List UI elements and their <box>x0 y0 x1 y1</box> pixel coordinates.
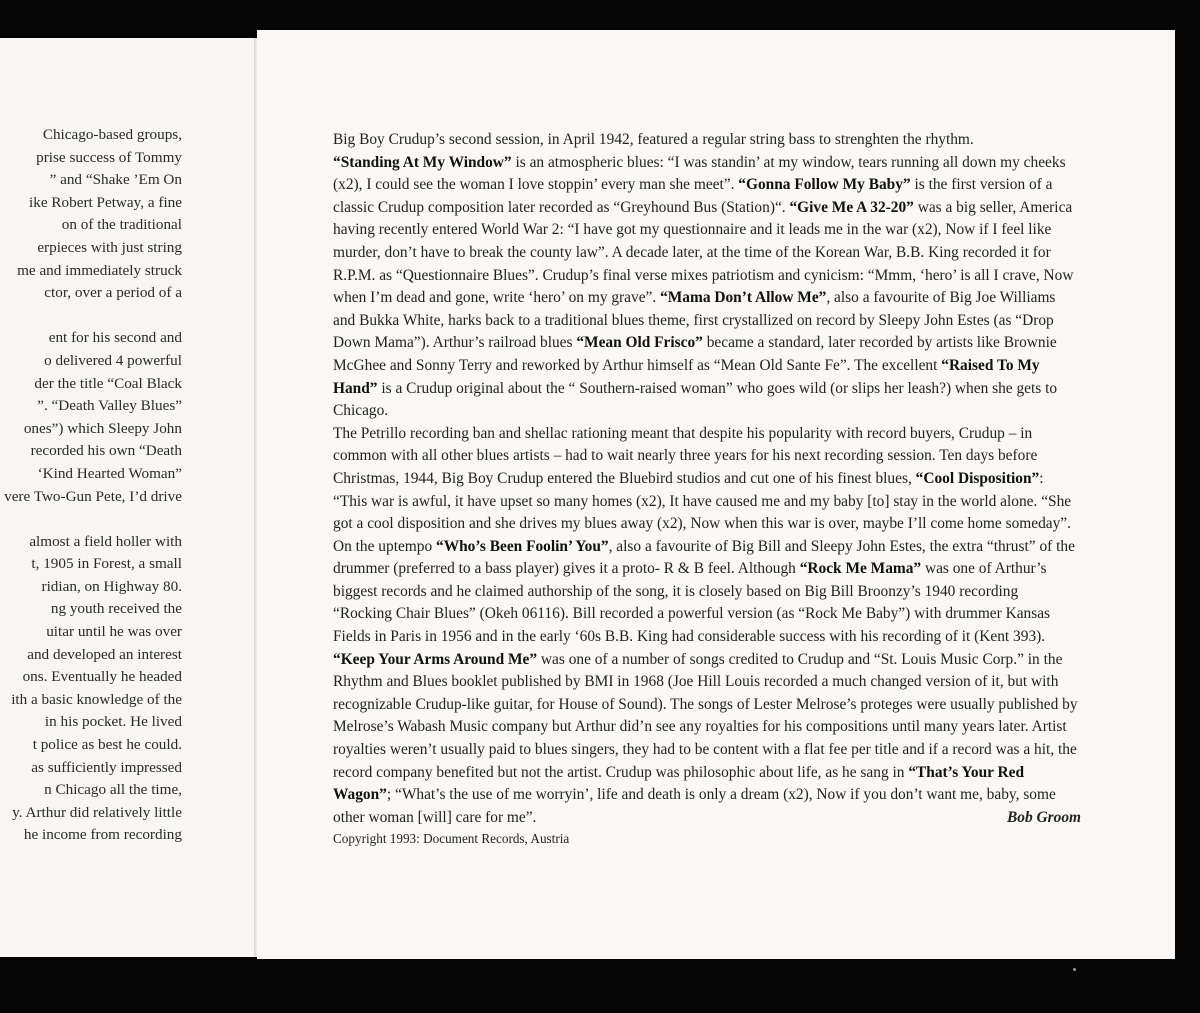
left-page <box>0 38 254 957</box>
left-page-line: in his pocket. He lived <box>44 713 182 731</box>
left-page-line: t police as best he could. <box>32 736 182 754</box>
left-page-line: recorded his own “Death <box>30 442 182 460</box>
left-page-line: o delivered 4 powerful <box>44 351 182 369</box>
song-title: “Rock Me Mama” <box>799 560 922 578</box>
left-page-line: ctor, over a period of a <box>44 284 182 302</box>
left-page-line: on of the traditional <box>61 216 182 234</box>
left-page-line: Chicago-based groups, <box>42 126 182 143</box>
left-page-line: he income from recording <box>23 826 182 844</box>
left-page-line: as sufficiently impressed <box>31 758 182 776</box>
left-page-line: and developed an interest <box>27 645 182 663</box>
left-page-line: ons. Eventually he headed <box>22 668 182 686</box>
song-title: “Cool Disposition” <box>915 469 1040 487</box>
song-title: “Mama Don’t Allow Me” <box>660 289 827 307</box>
copyright-notice: Copyright 1993: Document Records, Austria <box>333 831 570 847</box>
left-page-line: prise success of Tommy <box>36 148 182 166</box>
left-page-line: ike Robert Petway, a fine <box>29 193 182 211</box>
song-title: “Mean Old Frisco” <box>576 334 703 352</box>
dust-speck <box>1073 968 1076 971</box>
song-title: “Raised To My Hand” <box>333 356 1040 397</box>
left-page-line: me and immediately struck <box>17 261 182 279</box>
line-gap <box>0 508 182 531</box>
left-page-line: ith a basic knowledge of the <box>11 690 182 708</box>
left-page-line: ones”) which Sleepy John <box>23 419 182 437</box>
left-page-line: ” and “Shake ’Em On <box>49 171 182 189</box>
song-title: “Give Me A 32-20” <box>789 198 914 216</box>
left-page-line: ridian, on Highway 80. <box>41 577 182 595</box>
right-page-text <box>333 129 1081 849</box>
left-page-line: der the title “Coal Black <box>34 374 182 392</box>
song-title: “That’s Your Red Wagon” <box>333 763 1025 804</box>
left-page-line: uitar until he was over <box>46 623 182 641</box>
song-title: “Standing At My Window” <box>333 153 512 171</box>
left-page-line: almost a field holler with <box>29 532 182 550</box>
left-page-line: erpieces with just string <box>37 238 182 256</box>
left-page-line: vere Two-Gun Pete, I’d drive <box>4 487 182 505</box>
right-page <box>257 30 1175 959</box>
song-title: “Gonna Follow My Baby” <box>738 176 911 194</box>
left-page-line: ng youth received the <box>50 600 182 618</box>
left-page-text <box>0 124 182 847</box>
paragraph-session-1942: Big Boy Crudup’s second session, in April 1942, featured a regular string bass to strenghten the rhythm. “Standing At My Window” is an atmospheric blues: “I was standin’ at my window, tears running all down my cheeks (x2), I could see the woman I love stoppin’ every man she meet”. “Gonna Follow My Baby” is the first version of a classic Crudup composition later recorded as “Greyhound Bus (Station)“. “Give Me A 32-20” was a big seller, America having recently entered World War 2: “I have got my questionnaire and it leads me in the war (x2), Now if I feel like murder, don’t have to break the county law”. A decade later, at the time of the Korean War, B.B. King recorded it for R.P.M. as “Questionnaire Blues”. Crudup’s final verse mixes patriotism and cynicism: “Mmm, ‘hero’ is all I crave, Now when I’m dead and gone, write ‘hero’ on my grave”. “Mama Don’t Allow Me”, also a favourite of Big Joe Williams and Bukka White, harks back to a traditional blues theme, first crystallized on record by Sleepy John Estes (as “Drop Down Mama”). Arthur’s railroad blues “Mean Old Frisco” became a standard, later recorded by artists like Brownie McGhee and Sonny Terry and reworked by Arthur himself as “Mean Old Sante Fe”. The excellent “Raised To My Hand” is a Crudup original about the “ Southern-raised woman” who goes wild (or slips her leash?) when she gets to Chicago. <box>333 131 1074 420</box>
left-page-line: t, 1905 in Forest, a small <box>31 555 182 573</box>
paragraph-keep-your-arms: “Keep Your Arms Around Me” was one of a number of songs credited to Crudup and “St. Louis Music Corp.” in the Rhythm and Blues booklet published by BMI in 1968 (Joe Hill Louis recorded a much changed version of it, but with recognizable Crudup-like guitar, for House of Sound). The songs of Lester Melrose’s proteges were usually published by Melrose’s Wabash Music company but Arthur did’n see any royalties for his compositions until many years later. Artist royalties weren’t usually paid to blues singers, they had to be content with a flat fee per title and if a record was a hit, the record company benefited but not the artist. Crudup was philosophic about life, as he sang in “That’s Your Red Wagon”; “What’s the use of me worryin’, life and death is only a dream (x2), Now if you don’t want me, baby, some other woman [will] care for me”. Bob Groom <box>333 649 1081 830</box>
paragraph-petrillo-ban: The Petrillo recording ban and shellac rationing meant that despite his popularity with record buyers, Crudup – in common with all other blues artists – had to wait nearly three years for his next recording session. Ten days before Christmas, 1944, Big Boy Crudup entered the Bluebird studios and cut one of his finest blues, “Cool Disposition”: “This war is awful, it have upset so many homes (x2), It have caused me and my baby [to] stay in the world alone. “She got a cool disposition and she drives my blues away (x2), Now when this war is over, maybe I’ll come home someday”. On the uptempo “Who’s Been Foolin’ You”, also a favourite of Big Bill and Sleepy John Estes, the extra “thrust” of the drummer (preferred to a bass player) gives it a proto- R & B feel. Although “Rock Me Mama” was one of Arthur’s biggest records and he claimed authorship of the song, it is closely based on Big Bill Broonzy’s 1940 recording “Rocking Chair Blues” (Okeh 06116). Bill recorded a powerful version (as “Rock Me Baby”) with drummer Kansas Fields in Paris in 1956 and in the early ‘60s B.B. King had considerable success with his recording of it (Kent 393). <box>333 424 1075 646</box>
line-gap <box>0 305 182 328</box>
author-signature: Bob Groom <box>1007 808 1081 826</box>
song-title: “Keep Your Arms Around Me” <box>333 650 538 668</box>
left-page-line: y. Arthur did relatively little <box>12 803 182 821</box>
left-page-line: n Chicago all the time, <box>44 781 182 799</box>
left-page-line: ”. “Death Valley Blues” <box>37 397 182 415</box>
left-page-line: ent for his second and <box>48 329 182 347</box>
left-page-line: ‘Kind Hearted Woman” <box>37 464 182 482</box>
song-title: “Who’s Been Foolin’ You” <box>436 537 609 555</box>
